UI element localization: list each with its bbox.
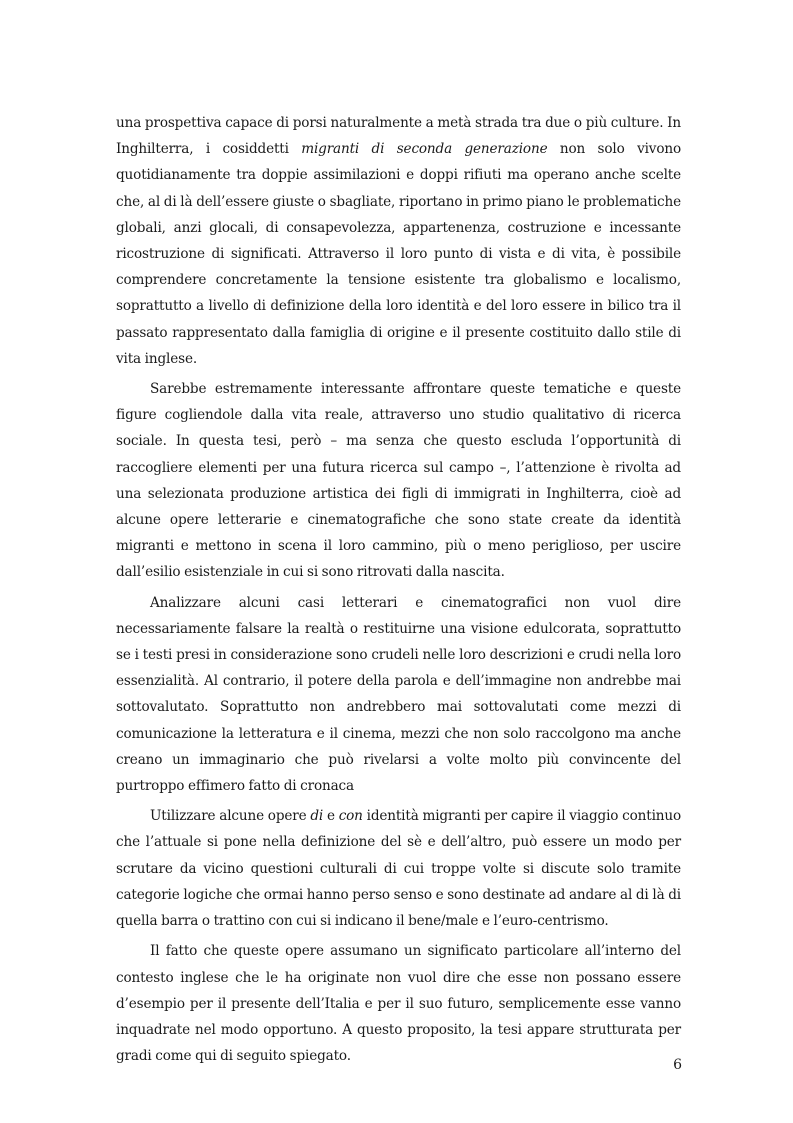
paragraph-4-text-1: Utilizzare alcune opere [150, 808, 311, 825]
paragraph-2-text: Sarebbe estremamente interessante affrontare queste tematiche e queste figure cogliendole dalla vita reale, attraverso uno studio qualitativo di ricerca sociale. In questa tesi, però – ma senza che questo escluda l’opportunità di raccogliere elementi per una futura ricerca sul campo –, l’attenzione è rivolta ad una selezionata produzione artistica dei figli di immigrati in Inghilterra, cioè ad alcune opere letterarie e cinematografiche che sono state create da identità migranti e mettono in scena il loro cammino, più o meno periglioso, per uscire dall’esilio esistenziale in cui si sono ritrovati dalla nascita. [116, 381, 681, 581]
paragraph-5 [116, 938, 681, 1069]
paragraph-3 [116, 590, 681, 800]
paragraph-4-text-2: e [323, 808, 339, 825]
paragraph-1-italic-term: migranti di seconda generazione [301, 141, 548, 158]
document-page [116, 108, 681, 1069]
paragraph-1-text-2: non solo vivono quotidianamente tra doppie assimilazioni e doppi rifiuti ma operano anche scelte che, al di là dell’essere giuste o sbagliate, riportano in primo piano le problematiche globali, anzi glocali, di consapevolezza, appartenenza, costruzione e incessante ricostruzione di significati. Attraverso il loro punto di vista e di vita, è possibile comprendere concretamente la tensione esistente tra globalismo e localismo, soprattutto a livello di definizione della loro identità e del loro essere in bilico tra il passato rappresentato dalla famiglia di origine e il presente costituito dallo stile di vita inglese. [116, 141, 681, 367]
paragraph-1-text-1: una prospettiva capace di porsi naturalmente a metà strada tra due o più culture. In Inghilterra, i cosiddetti [116, 115, 681, 158]
paragraph-1 [116, 110, 681, 372]
paragraph-4-italic-di: di [310, 808, 324, 825]
paragraph-3-text: Analizzare alcuni casi letterari e cinematografici non vuol dire necessariamente falsare la realtà o restituirne una visione edulcorata, soprattutto se i testi presi in considerazione sono crudeli nelle loro descrizioni e crudi nella loro essenzialità. Al contrario, il potere della parola e dell’immagine non andrebbe mai sottovalutato. Soprattutto non andrebbero mai sottovalutati come mezzi di comunicazione la letteratura e il cinema, mezzi che non solo raccolgono ma anche creano un immaginario che può rivelarsi a volte molto più convincente del purtroppo effimero fatto di cronaca [116, 594, 681, 795]
paragraph-4 [116, 803, 681, 934]
page-number: 6 [673, 1057, 682, 1073]
paragraph-2 [116, 376, 681, 586]
paragraph-4-text-3: identità migranti per capire il viaggio continuo che l’attuale si pone nella definizione del sè e dell’altro, può essere un modo per scrutare da vicino questioni culturali di cui troppe volte si discute solo tramite categorie logiche che ormai hanno perso senso e sono destinate ad andare al di là di quella barra o trattino con cui si indicano il bene/male e l’euro-centrismo. [116, 808, 682, 930]
paragraph-5-text: Il fatto che queste opere assumano un significato particolare all’interno del contesto inglese che le ha originate non vuol dire che esse non possano essere d’esempio per il presente dell’Italia e per il suo futuro, semplicemente esse vanno inquadrate nel modo opportuno. A questo proposito, la tesi appare strutturata per gradi come qui di seguito spiegato. [116, 943, 681, 1065]
paragraph-4-italic-con: con [338, 808, 363, 825]
